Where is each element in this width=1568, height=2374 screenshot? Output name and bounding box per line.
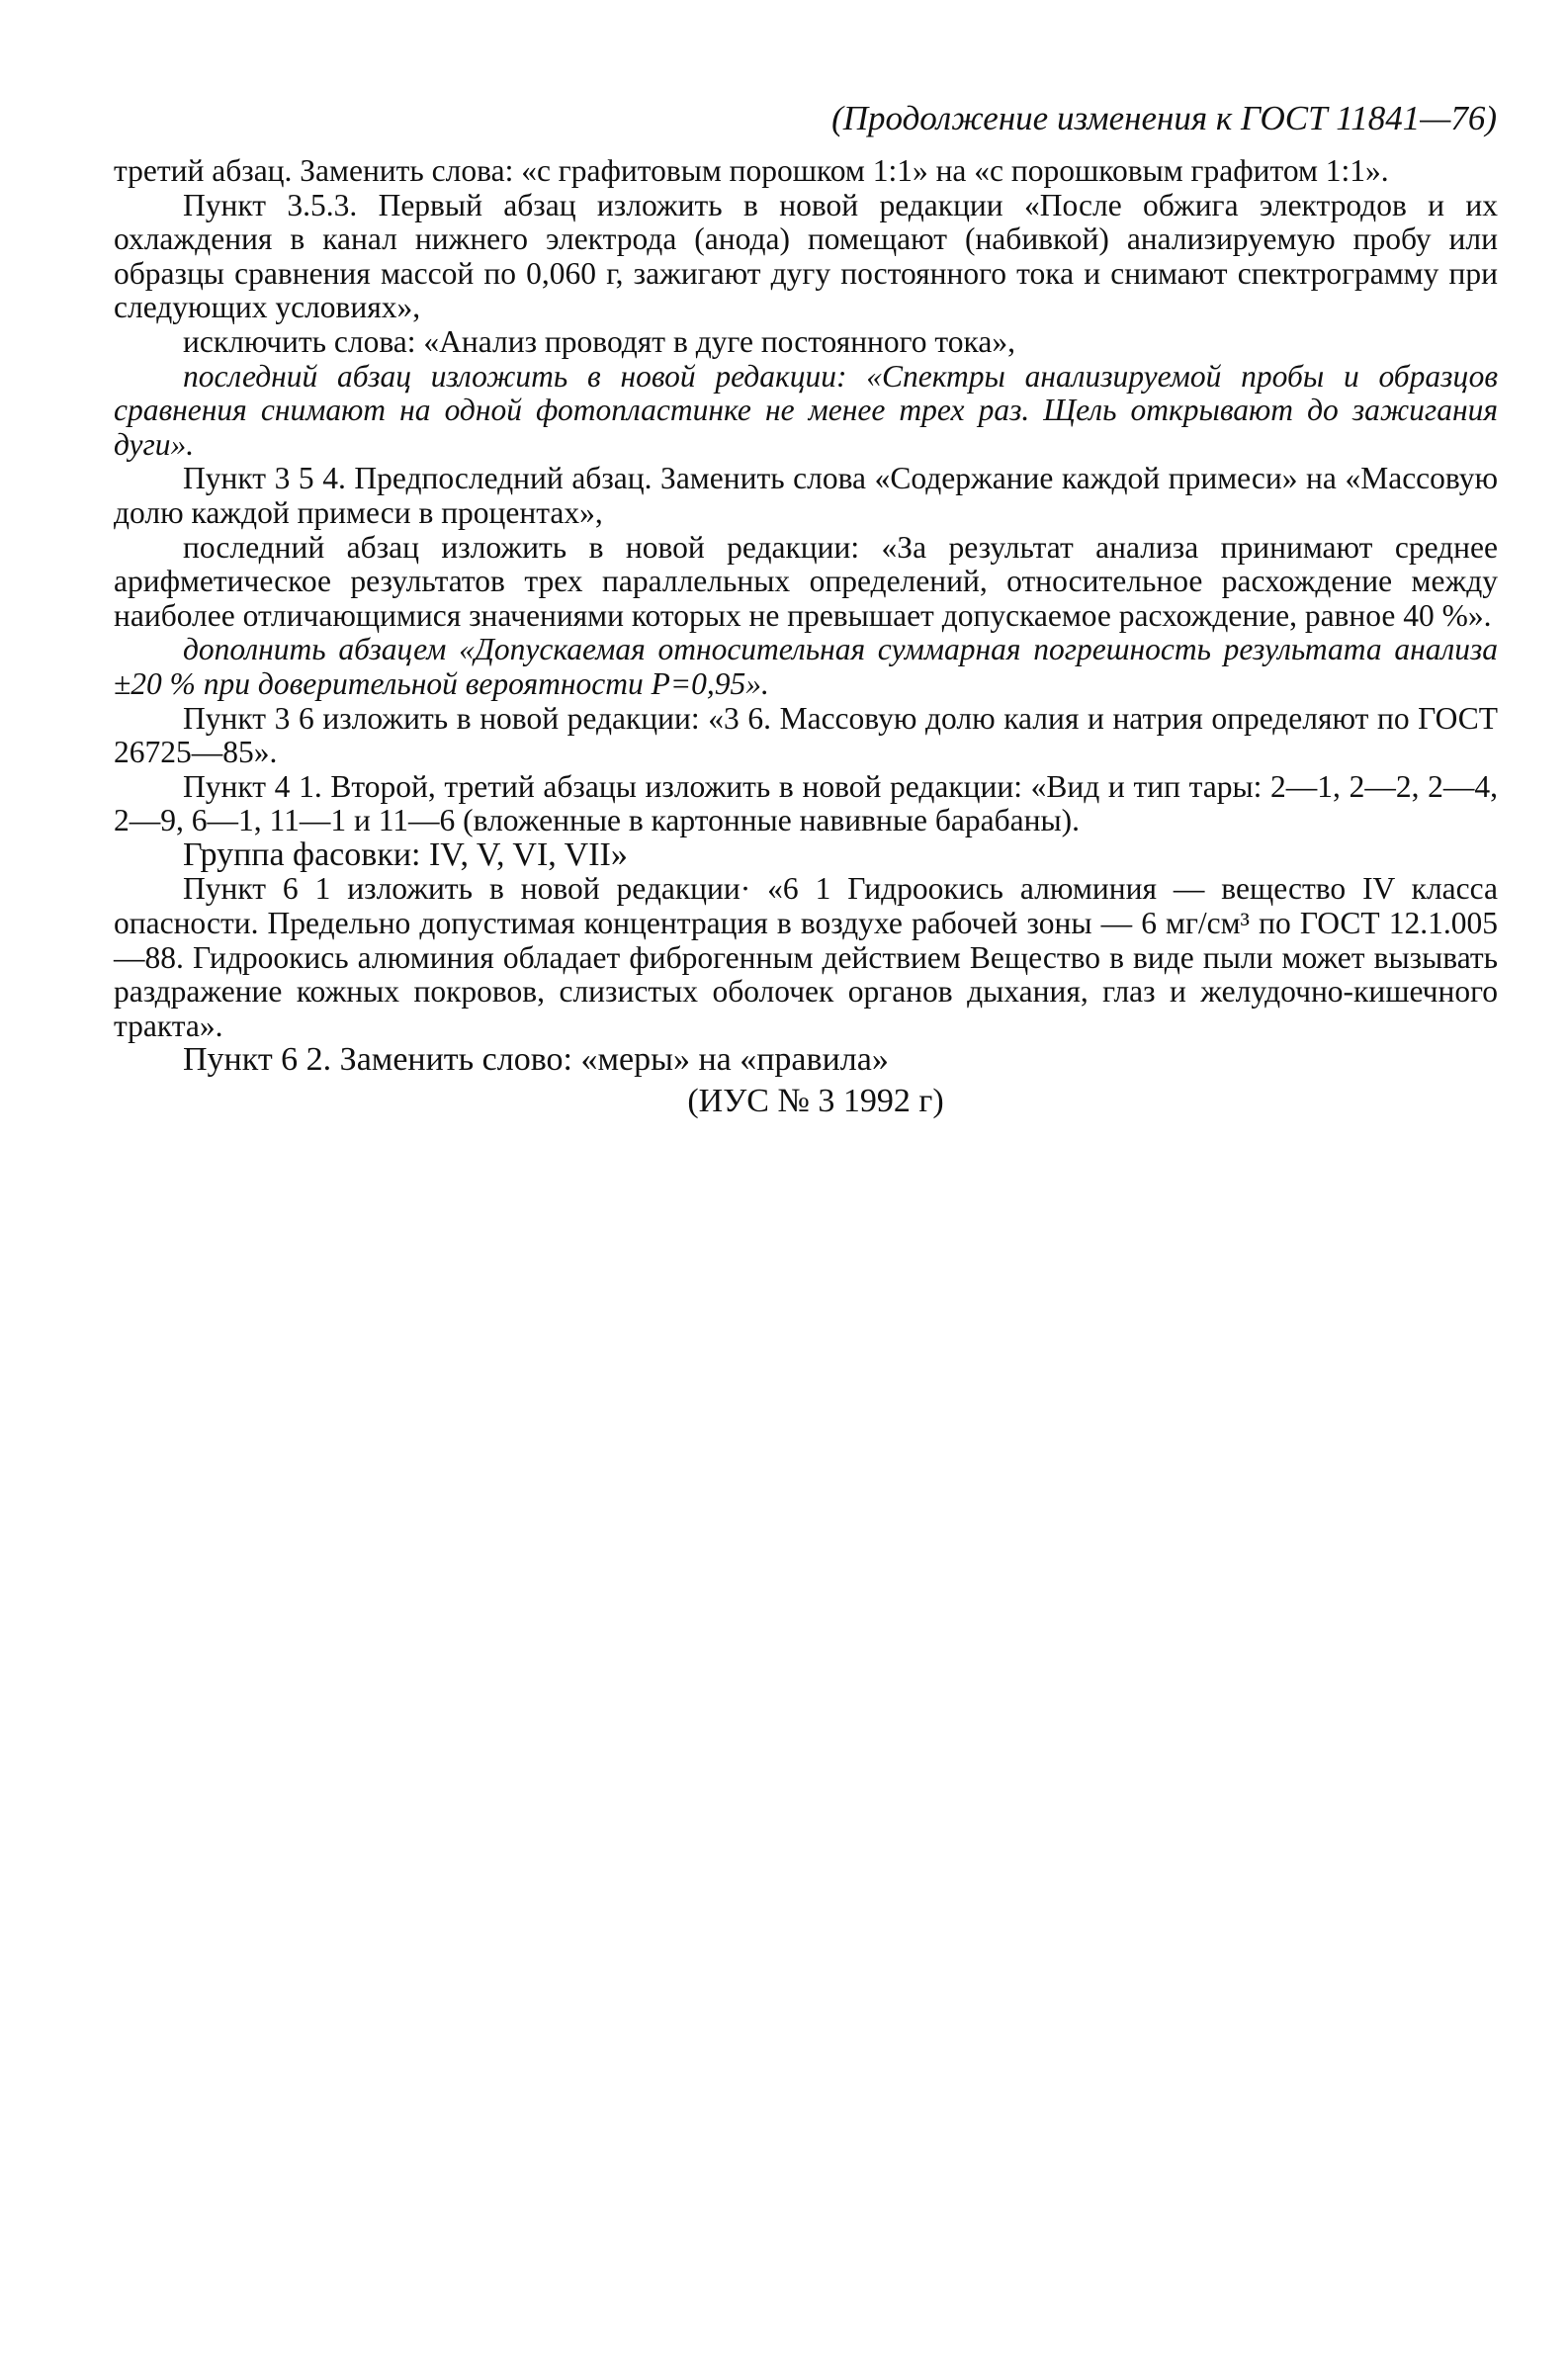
paragraph-punkt-3-5-4: Пункт 3 5 4. Предпоследний абзац. Заменить слова «Содержание каждой примеси» на «Массовую долю каждой примеси в процентах», [114, 461, 1498, 530]
paragraph-last-abzac-spectra: последний абзац изложить в новой редакции: «Спектры анализируемой пробы и образцов сравнения снимают на одной фотопластинке не менее трех раз. Щель открывают до зажигания дуги». [114, 358, 1498, 462]
paragraph-exclude-words: исключить слова: «Анализ проводят в дуге постоянного тока», [183, 323, 1015, 359]
document-body [114, 154, 1498, 1121]
paragraph-third-abzac: третий абзац. Заменить слова: «с графитовым порошком 1:1» на «с порошковым графитом 1:1». [114, 153, 1389, 188]
paragraph-punkt-4-1: Пункт 4 1. Второй, третий абзацы изложить в новой редакции: «Вид и тип тары: 2—1, 2—2, 2—4, 2—9, 6—1, 11—1 и 11—6 (вложенные в картонные навивные барабаны). [114, 768, 1498, 838]
paragraph-packing-group: Группа фасовки: IV, V, VI, VII» [183, 835, 628, 873]
paragraph-punkt-6-1: Пункт 6 1 изложить в новой редакции· «6 1 Гидроокись алюминия — вещество IV класса опасности. Предельно допустимая концентрация в воздухе рабочей зоны — 6 мг/см³ по ГОСТ 12.1.005—88. Гидроокись алюминия обладает фиброгенным действием Вещество в виде пыли может вызывать раздражение кожных покровов, слизистых оболочек органов дыхания, глаз и желудочно-кишечного тракта». [114, 871, 1498, 1043]
paragraph-punkt-6-2: Пункт 6 2. Заменить слово: «меры» на «правила» [183, 1041, 889, 1079]
paragraph-add-abzac-error: дополнить абзацем «Допускаемая относительная суммарная погрешность результата анализа ±20 % при доверительной вероятности P=0,95». [114, 632, 1498, 701]
paragraph-last-abzac-result: последний абзац изложить в новой редакции: «За результат анализа принимают среднее арифметическое результатов трех параллельных определений, относительное расхождение между наиболее отличающимися значениями которых не превышает допускаемое расхождение, равное 40 %». [114, 529, 1498, 633]
source-note: (ИУС № 3 1992 г) [687, 1083, 944, 1120]
running-header: (Продолжение изменения к ГОСТ 11841—76) [831, 99, 1497, 137]
paragraph-punkt-3-6: Пункт 3 6 изложить в новой редакции: «3 6. Массовую долю калия и натрия определяют по ГОСТ 26725—85». [114, 700, 1498, 770]
paragraph-punkt-3-5-3: Пункт 3.5.3. Первый абзац изложить в новой редакции «После обжига электродов и их охлаждения в канал нижнего электрода (анода) помещают (набивкой) анализируемую пробу или образцы сравнения массой по 0,060 г, зажигают дугу постоянного тока и снимают спектрограмму при следующих условиях», [114, 187, 1498, 325]
